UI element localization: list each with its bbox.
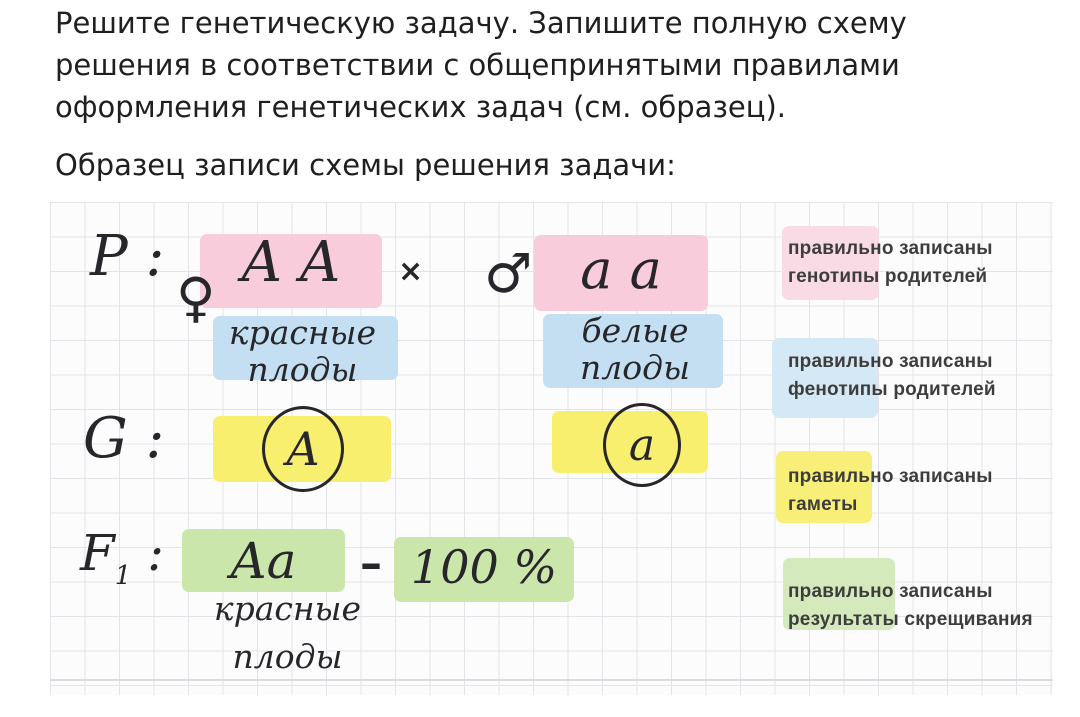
cross-icon: ×: [398, 254, 424, 289]
female-symbol-icon: ♀: [176, 266, 216, 329]
note-line: правильно записаны: [788, 581, 993, 602]
f1-genotype: Aa: [230, 532, 297, 590]
f1-ratio: 100 %: [410, 540, 558, 594]
note-line: генотипы родителей: [788, 266, 988, 287]
parents-row-label: P :: [90, 224, 165, 289]
note-line: правильно записаны: [788, 238, 993, 259]
task-instructions: [55, 2, 995, 128]
sample-caption: Образец записи схемы решения задачи:: [55, 148, 676, 182]
mother-phenotype-line: плоды: [247, 350, 358, 389]
father-gamete: a: [628, 419, 656, 471]
f1-phenotype-line: красные: [213, 589, 362, 628]
father-phenotype: [540, 312, 730, 386]
note-results: [788, 578, 1068, 634]
note-line: гаметы: [788, 494, 858, 515]
task-instruction-line: решения в соответствии с общепринятыми правилами: [55, 48, 900, 82]
f1-subscript: 1: [114, 561, 132, 591]
note-gametes: [788, 463, 1068, 519]
note-line: результаты скрещивания: [788, 609, 1033, 630]
f1-phenotype-line: плоды: [232, 637, 343, 676]
mother-phenotype: [200, 314, 405, 388]
f1-row-label: [80, 524, 164, 591]
gametes-row-label: G :: [83, 406, 165, 471]
f1-colon: :: [131, 524, 164, 582]
task-instruction-line: Решите генетическую задачу. Запишите полную схему: [55, 6, 907, 40]
father-genotype: a a: [580, 238, 662, 301]
note-line: правильно записаны: [788, 466, 993, 487]
note-genotypes: [788, 235, 1068, 291]
f1-letter: F: [80, 524, 115, 582]
father-phenotype-line: плоды: [580, 348, 690, 387]
mother-gamete: A: [286, 422, 320, 476]
father-gamete-circle: [603, 403, 681, 487]
dash: –: [360, 538, 382, 589]
f1-phenotype: [190, 585, 385, 681]
mother-genotype: A A: [241, 230, 341, 295]
mother-gamete-circle: [262, 406, 344, 492]
task-instruction-line: оформления генетических задач (см. образец).: [55, 90, 786, 124]
note-line: фенотипы родителей: [788, 379, 996, 400]
mother-phenotype-line: красные: [228, 313, 377, 352]
male-symbol-icon: ♂: [484, 242, 533, 305]
genetics-scheme-sheet: [50, 202, 1053, 695]
father-phenotype-line: белые: [581, 311, 689, 350]
note-phenotypes: [788, 348, 1068, 404]
note-line: правильно записаны: [788, 351, 993, 372]
